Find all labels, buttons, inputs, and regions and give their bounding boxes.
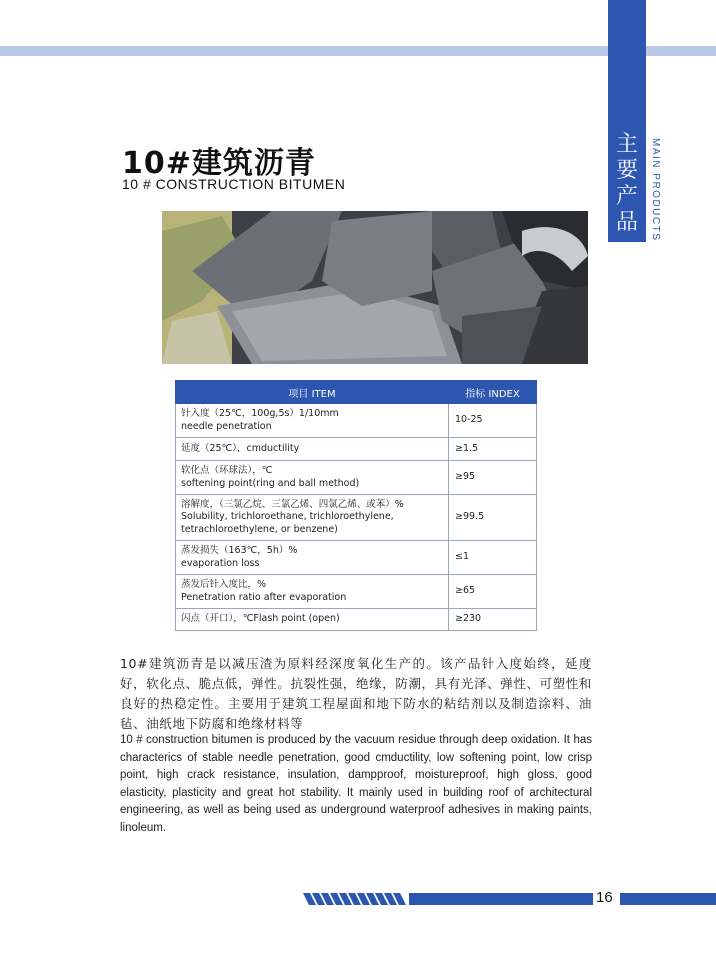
row-item [176, 495, 449, 541]
table-row [176, 438, 537, 461]
header-item: 项目 ITEM [176, 381, 449, 404]
row-item-en: Penetration ratio after evaporation [181, 591, 347, 603]
row-value: 10-25 [449, 404, 537, 438]
row-value: ≥95 [449, 461, 537, 495]
row-value: ≤1 [449, 541, 537, 575]
row-item-en: Solubility, trichloroethane, trichloroethylene, tetrachloroethylene, or benzene) [181, 511, 394, 535]
bitumen-photo [162, 211, 588, 364]
row-item-cn: 针入度（25℃，100g,5s）1/10mm [181, 408, 339, 419]
table-row [176, 495, 537, 541]
table-row [176, 404, 537, 438]
row-item-cn: 蒸发损失（163℃，5h）% [181, 545, 298, 556]
row-value: ≥1.5 [449, 438, 537, 461]
row-item [176, 404, 449, 438]
page-title-cn: 10#建筑沥青 [122, 146, 316, 181]
row-item [176, 541, 449, 575]
footer-bar [620, 893, 716, 905]
row-item [176, 609, 449, 631]
row-value: ≥99.5 [449, 495, 537, 541]
page-number: 16 [596, 889, 613, 906]
row-item-cn: 延度（25℃），cmductility [181, 442, 300, 454]
row-value: ≥230 [449, 609, 537, 631]
page-title-en: 10 # CONSTRUCTION BITUMEN [122, 176, 346, 192]
description-cn: 10#建筑沥青是以减压渣为原料经深度氧化生产的。该产品针入度始终，延度好，软化点、脆点低，弹性。抗裂性强，绝缘，防潮，具有光泽、弹性、可塑性和良好的热稳定性。主要用于建筑工程屋面和地下防水的粘结剂以及制造涂料、油毡、油纸地下防腐和绝缘材料等 [120, 656, 592, 731]
side-tab-title-en: MAIN PRODUCTS [650, 138, 661, 242]
side-tab-title-cn: 主要产品 [615, 132, 638, 235]
table-row [176, 575, 537, 609]
row-item-cn: 闪点（开口），℃Flash point (open) [181, 613, 340, 625]
row-item [176, 461, 449, 495]
table-row [176, 609, 537, 631]
table-row [176, 541, 537, 575]
row-item-cn: 溶解度，（三氯乙烷、三氯乙烯、四氯乙烯、或苯）% [181, 498, 404, 510]
row-item-cn: 蒸发后针入度比，% [181, 579, 267, 590]
row-item-en: needle penetration [181, 420, 272, 432]
row-item-cn: 软化点（环球法），℃ [181, 465, 273, 476]
table-row [176, 461, 537, 495]
row-item [176, 438, 449, 461]
description-en: 10 # construction bitumen is produced by the vacuum residue through deep oxidation. It has characterics of stable needle penetration, good cmductility, low softening point, low crisp point, high crack resistance, insulation, dampproof, moistureproof, high gloss, good elasticity, plasticity and great hot stability. It mainly used in building roof of architectural engineering, as well as being used as underground waterproof adhesives in making paints, linoleum. [120, 734, 592, 834]
header-index: 指标 INDEX [449, 381, 537, 404]
row-item-en: softening point(ring and ball method) [181, 477, 360, 489]
table-header-row [176, 381, 537, 404]
row-item-en: evaporation loss [181, 557, 260, 569]
row-value: ≥65 [449, 575, 537, 609]
row-item [176, 575, 449, 609]
spec-table [175, 380, 537, 631]
footer-stripe-decor [303, 893, 593, 905]
